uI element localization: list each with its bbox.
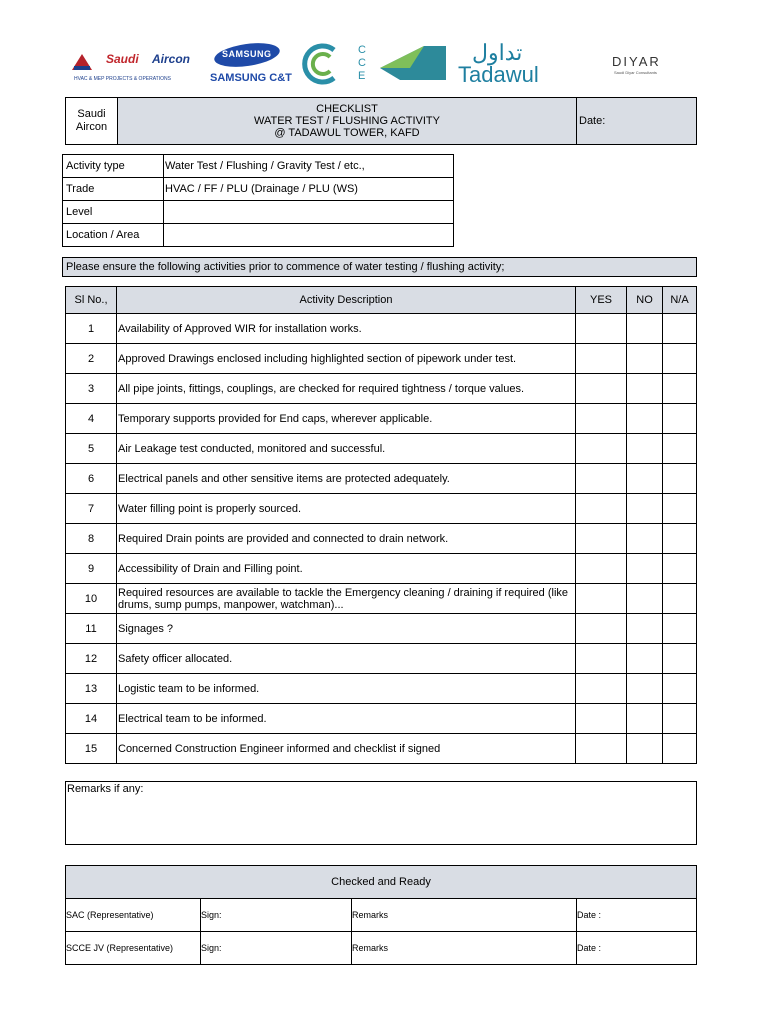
na-cell[interactable]	[663, 464, 697, 494]
signoff-title: Checked and Ready	[66, 866, 697, 899]
no-cell[interactable]	[627, 734, 663, 764]
row-description: Required Drain points are provided and connected to drain network.	[117, 524, 576, 554]
no-cell[interactable]	[627, 614, 663, 644]
table-row	[66, 554, 697, 584]
row-description: Signages ?	[117, 614, 576, 644]
cce-logo	[294, 42, 378, 88]
info-value-location[interactable]	[164, 224, 454, 247]
no-cell[interactable]	[627, 404, 663, 434]
diyar-sub: Saudi Diyar Consultants	[614, 70, 657, 75]
title-company-cell	[66, 98, 118, 145]
tadawul-logo	[380, 42, 600, 88]
na-cell[interactable]	[663, 644, 697, 674]
row-description: Electrical panels and other sensitive items are protected adequately.	[117, 464, 576, 494]
row-number: 15	[66, 734, 117, 764]
title-line1: CHECKLIST	[316, 103, 378, 115]
table-row	[66, 734, 697, 764]
info-value-level[interactable]	[164, 201, 454, 224]
table-row	[66, 704, 697, 734]
row-number: 4	[66, 404, 117, 434]
yes-cell[interactable]	[576, 524, 627, 554]
no-cell[interactable]	[627, 584, 663, 614]
row-description: Required resources are available to tackle the Emergency cleaning / draining if required (like drums, sump pumps, manpower, watchman)...	[117, 584, 576, 614]
row-number: 5	[66, 434, 117, 464]
diyar-name: DIYAR	[612, 54, 661, 69]
saudi-aircon-logo	[70, 50, 206, 86]
yes-cell[interactable]	[576, 464, 627, 494]
info-label: Level	[63, 201, 164, 224]
signoff-party: SCCE JV (Representative)	[66, 932, 201, 965]
yes-cell[interactable]	[576, 314, 627, 344]
samsung-badge: SAMSUNG	[222, 49, 272, 59]
title-line3: @ TADAWUL TOWER, KAFD	[274, 127, 420, 139]
row-number: 3	[66, 374, 117, 404]
na-cell[interactable]	[663, 404, 697, 434]
signoff-header-row	[66, 866, 697, 899]
header-na: N/A	[663, 287, 697, 314]
no-cell[interactable]	[627, 494, 663, 524]
na-cell[interactable]	[663, 704, 697, 734]
row-number: 8	[66, 524, 117, 554]
no-cell[interactable]	[627, 464, 663, 494]
yes-cell[interactable]	[576, 344, 627, 374]
no-cell[interactable]	[627, 644, 663, 674]
yes-cell[interactable]	[576, 674, 627, 704]
saudi-aircon-name-b: Aircon	[152, 52, 191, 66]
info-row	[63, 201, 454, 224]
row-number: 12	[66, 644, 117, 674]
table-row	[66, 314, 697, 344]
signoff-party: SAC (Representative)	[66, 899, 201, 932]
info-label: Location / Area	[63, 224, 164, 247]
saudi-aircon-name-a: Saudi	[106, 52, 139, 66]
info-label: Trade	[63, 178, 164, 201]
diyar-logo	[610, 52, 686, 82]
row-number: 2	[66, 344, 117, 374]
tadawul-emblem-icon	[380, 44, 446, 84]
row-description: Air Leakage test conducted, monitored and successful.	[117, 434, 576, 464]
row-description: Concerned Construction Engineer informed and checklist if signed	[117, 734, 576, 764]
yes-cell[interactable]	[576, 614, 627, 644]
header-yes: YES	[576, 287, 627, 314]
checklist-header-row	[66, 287, 697, 314]
table-row	[66, 404, 697, 434]
na-cell[interactable]	[663, 494, 697, 524]
table-row	[66, 344, 697, 374]
na-cell[interactable]	[663, 584, 697, 614]
saudi-aircon-sub: HVAC & MEP PROJECTS & OPERATIONS	[74, 76, 171, 82]
info-row	[63, 155, 454, 178]
samsung-name: SAMSUNG C&T	[210, 72, 292, 84]
row-description: Safety officer allocated.	[117, 644, 576, 674]
na-cell[interactable]	[663, 674, 697, 704]
company-line1: Saudi	[77, 108, 106, 120]
signoff-date[interactable]: Date :	[577, 899, 697, 932]
na-cell[interactable]	[663, 344, 697, 374]
row-number: 10	[66, 584, 117, 614]
company-line2: Aircon	[75, 121, 108, 133]
row-number: 7	[66, 494, 117, 524]
logo-strip	[66, 42, 686, 88]
row-description: Electrical team to be informed.	[117, 704, 576, 734]
row-number: 1	[66, 314, 117, 344]
row-description: Temporary supports provided for End caps, wherever applicable.	[117, 404, 576, 434]
yes-cell[interactable]	[576, 374, 627, 404]
no-cell[interactable]	[627, 374, 663, 404]
info-row	[63, 178, 454, 201]
title-cell	[118, 98, 577, 145]
yes-cell[interactable]	[576, 734, 627, 764]
title-line2: WATER TEST / FLUSHING ACTIVITY	[253, 115, 440, 127]
no-cell[interactable]	[627, 704, 663, 734]
info-table	[62, 154, 454, 247]
header-no: NO	[627, 287, 663, 314]
row-number: 14	[66, 704, 117, 734]
row-number: 9	[66, 554, 117, 584]
table-row	[66, 524, 697, 554]
row-description: Logistic team to be informed.	[117, 674, 576, 704]
na-cell[interactable]	[663, 314, 697, 344]
checklist-table	[65, 286, 697, 764]
checklist-body	[66, 314, 697, 764]
yes-cell[interactable]	[576, 704, 627, 734]
no-cell[interactable]	[627, 434, 663, 464]
table-row	[66, 674, 697, 704]
table-row	[66, 434, 697, 464]
tadawul-arabic: تداول	[472, 40, 523, 65]
row-description: Availability of Approved WIR for installation works.	[117, 314, 576, 344]
no-cell[interactable]	[627, 344, 663, 374]
title-block	[65, 97, 697, 145]
remarks-label: Remarks if any:	[66, 782, 697, 845]
cce-letters: CCE	[358, 44, 366, 82]
na-cell[interactable]	[663, 434, 697, 464]
header-desc: Activity Description	[117, 287, 576, 314]
row-number: 6	[66, 464, 117, 494]
na-cell[interactable]	[663, 734, 697, 764]
notice-box	[62, 257, 697, 277]
no-cell[interactable]	[627, 554, 663, 584]
saudi-aircon-emblem-icon	[70, 52, 94, 74]
samsung-logo	[208, 42, 292, 88]
table-row	[66, 494, 697, 524]
yes-cell[interactable]	[576, 494, 627, 524]
row-description: Accessibility of Drain and Filling point.	[117, 554, 576, 584]
row-description: Approved Drawings enclosed including highlighted section of pipework under test.	[117, 344, 576, 374]
info-value-trade[interactable]: HVAC / FF / PLU (Drainage / PLU (WS)	[164, 178, 454, 201]
signoff-remarks[interactable]: Remarks	[352, 899, 577, 932]
yes-cell[interactable]	[576, 644, 627, 674]
info-row	[63, 224, 454, 247]
signoff-date[interactable]: Date :	[577, 932, 697, 965]
na-cell[interactable]	[663, 374, 697, 404]
row-number: 11	[66, 614, 117, 644]
date-label: Date:	[579, 115, 606, 127]
signoff-table	[65, 865, 697, 965]
na-cell[interactable]	[663, 614, 697, 644]
na-cell[interactable]	[663, 554, 697, 584]
row-description: Water filling point is properly sourced.	[117, 494, 576, 524]
signoff-sign[interactable]: Sign:	[201, 932, 352, 965]
no-cell[interactable]	[627, 674, 663, 704]
na-cell[interactable]	[663, 524, 697, 554]
row-number: 13	[66, 674, 117, 704]
yes-cell[interactable]	[576, 434, 627, 464]
table-row	[66, 614, 697, 644]
no-cell[interactable]	[627, 524, 663, 554]
yes-cell[interactable]	[576, 404, 627, 434]
info-value-activity-type[interactable]: Water Test / Flushing / Gravity Test / etc.,	[164, 155, 454, 178]
signoff-row	[66, 899, 697, 932]
table-row	[66, 374, 697, 404]
info-label: Activity type	[63, 155, 164, 178]
row-description: All pipe joints, fittings, couplings, are checked for required tightness / torque values.	[117, 374, 576, 404]
yes-cell[interactable]	[576, 584, 627, 614]
signoff-row	[66, 932, 697, 965]
table-row	[66, 464, 697, 494]
notice-text: Please ensure the following activities prior to commence of water testing / flushing activity;	[63, 258, 697, 277]
signoff-sign[interactable]: Sign:	[201, 899, 352, 932]
tadawul-latin: Tadawul	[458, 62, 539, 87]
no-cell[interactable]	[627, 314, 663, 344]
remarks-box[interactable]	[65, 781, 697, 845]
cce-circles-icon	[294, 42, 354, 86]
signoff-remarks[interactable]: Remarks	[352, 932, 577, 965]
table-row	[66, 584, 697, 614]
yes-cell[interactable]	[576, 554, 627, 584]
header-sl: Sl No.,	[66, 287, 117, 314]
table-row	[66, 644, 697, 674]
date-cell[interactable]	[577, 98, 697, 145]
